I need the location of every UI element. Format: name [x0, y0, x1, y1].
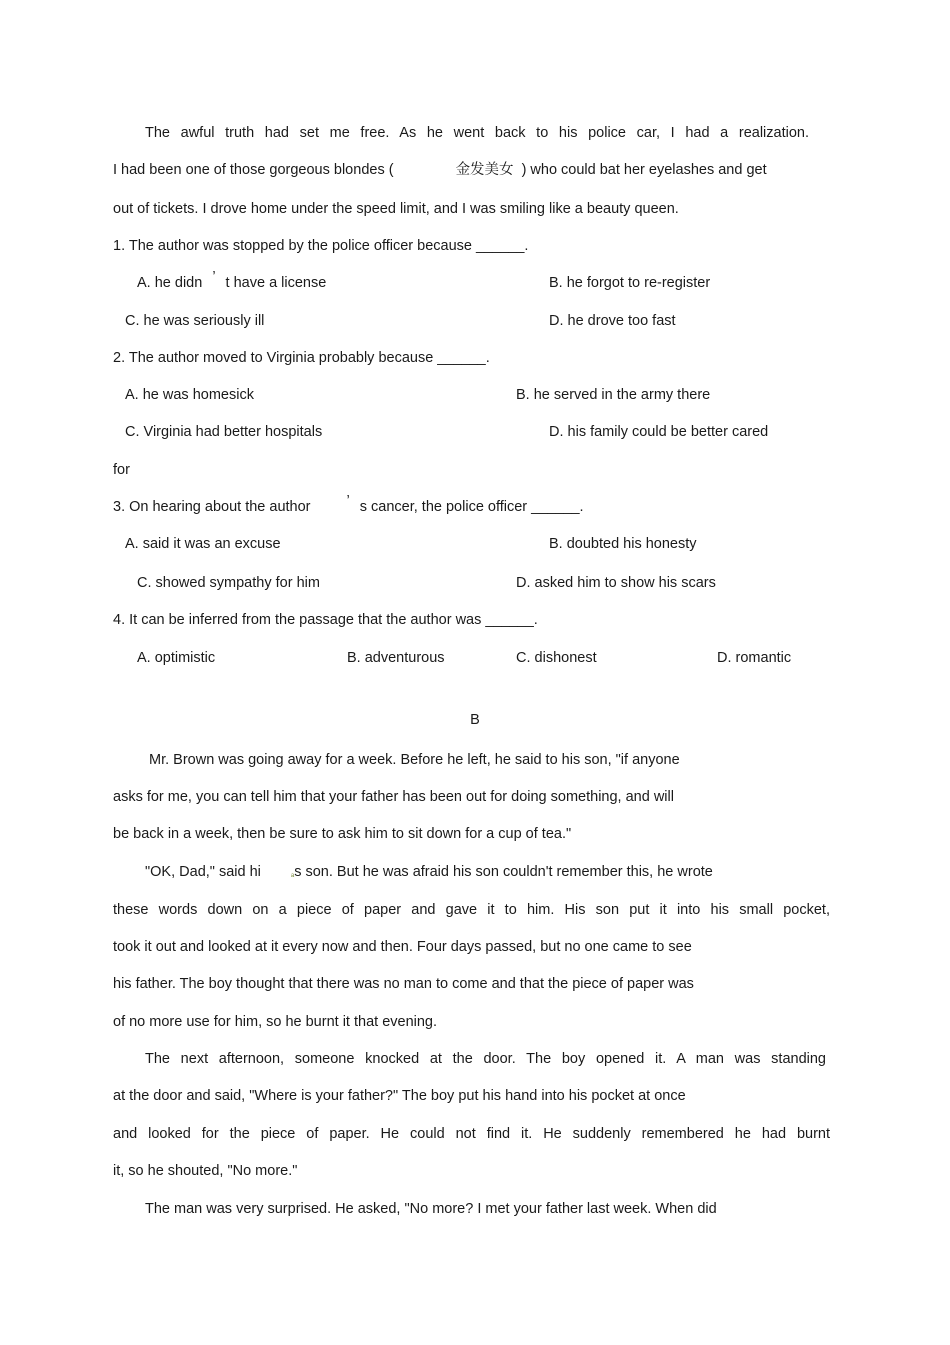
option-text-part: A. he didn	[137, 275, 203, 291]
question-4-stem: 4. It can be inferred from the passage that the author was ______.	[113, 612, 538, 628]
passage-a-line-2	[113, 161, 767, 179]
question-2-option-d: D. his family could be better cared	[549, 424, 769, 440]
question-3-stem-start: 3. On hearing about the author	[113, 499, 311, 515]
passage-b-line-11: and looked for the piece of paper. He could not find it. He suddenly remembered he had burnt	[113, 1126, 830, 1142]
passage-b-line-13: The man was very surprised. He asked, "No more? I met your father last week. When did	[145, 1201, 717, 1217]
question-4-option-b: B. adventurous	[347, 650, 445, 666]
question-4-option-c: C. dishonest	[516, 650, 597, 666]
passage-b-line-10: at the door and said, "Where is your father?" The boy put his hand into his pocket at once	[113, 1088, 686, 1104]
question-3-option-c: C. showed sympathy for him	[137, 575, 320, 591]
passage-b-line-4	[145, 863, 713, 884]
stray-mark: a	[290, 873, 295, 879]
apostrophe: ’	[346, 493, 350, 509]
passage-b-line-4-start: "OK, Dad," said hi	[145, 864, 261, 880]
question-3-option-d: D. asked him to show his scars	[516, 575, 716, 591]
passage-a-line-1: The awful truth had set me free. As he went back to his police car, I had a realization.	[145, 125, 809, 141]
apostrophe: ’	[212, 269, 216, 285]
passage-a-line-3: out of tickets. I drove home under the speed limit, and I was smiling like a beauty queen.	[113, 201, 679, 217]
question-3-stem-end: s cancer, the police officer ______.	[359, 499, 584, 515]
question-1-option-b: B. he forgot to re-register	[549, 275, 711, 291]
passage-a-line-2-end: ) who could bat her eyelashes and get	[521, 162, 767, 178]
section-b-heading: B	[470, 712, 480, 728]
passage-b-line-9: The next afternoon, someone knocked at the door. The boy opened it. A man was standing	[145, 1051, 826, 1067]
passage-b-line-5: these words down on a piece of paper and gave it to him. His son put it into his small pocket,	[113, 902, 830, 918]
question-2-stem: 2. The author moved to Virginia probably because ______.	[113, 350, 490, 366]
question-1-option-c: C. he was seriously ill	[125, 313, 265, 329]
passage-b-line-3: be back in a week, then be sure to ask him to sit down for a cup of tea."	[113, 826, 572, 842]
question-3-option-b: B. doubted his honesty	[549, 536, 697, 552]
question-2-option-d-continued: for	[113, 462, 130, 478]
passage-b-line-4-end: s son. But he was afraid his son couldn't remember this, he wrote	[294, 864, 713, 880]
question-1-stem: 1. The author was stopped by the police officer because ______.	[113, 238, 529, 254]
passage-b-line-12: it, so he shouted, "No more."	[113, 1163, 298, 1179]
question-2-option-b: B. he served in the army there	[516, 387, 711, 403]
question-1-option-d: D. he drove too fast	[549, 313, 676, 329]
passage-b-line-2: asks for me, you can tell him that your father has been out for doing something, and will	[113, 789, 674, 805]
option-text-part: t have a license	[225, 275, 327, 291]
passage-b-line-6: took it out and looked at it every now and then. Four days passed, but no one came to see	[113, 939, 692, 955]
passage-b-line-1: Mr. Brown was going away for a week. Before he left, he said to his son, "if anyone	[149, 752, 680, 768]
passage-a-line-2-start: I had been one of those gorgeous blondes (	[113, 162, 394, 178]
question-3-stem	[113, 493, 584, 516]
question-3-option-a: A. said it was an excuse	[125, 536, 281, 552]
question-4-option-d: D. romantic	[717, 650, 792, 666]
chinese-gloss: 金发美女	[455, 162, 514, 178]
question-1-option-a	[137, 269, 327, 292]
question-2-option-a: A. he was homesick	[125, 387, 254, 403]
question-2-option-c: C. Virginia had better hospitals	[125, 424, 323, 440]
passage-b-line-8: of no more use for him, so he burnt it that evening.	[113, 1014, 438, 1030]
question-4-option-a: A. optimistic	[137, 650, 216, 666]
passage-b-line-7: his father. The boy thought that there was no man to come and that the piece of paper was	[113, 976, 694, 992]
